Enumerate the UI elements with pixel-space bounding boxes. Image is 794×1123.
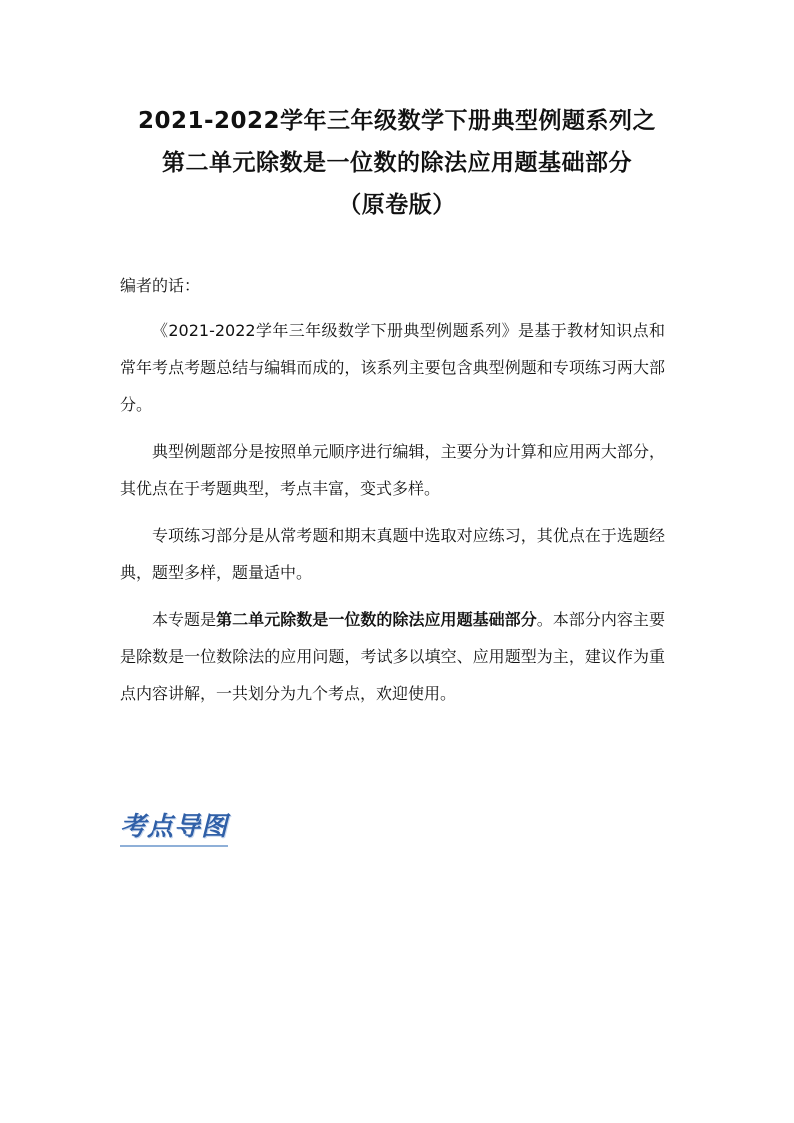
title-line-1: 2021-2022学年三年级数学下册典型例题系列之 [137,108,657,134]
intro-paragraph-1: 《2021-2022学年三年级数学下册典型例题系列》是基于教材知识点和常年考点考题总结与编辑而成的，该系列主要包含典型例题和专项练习两大部分。 [120,321,665,414]
p4-prefix: 本专题是 [152,610,217,629]
p4-bold-topic: 第二单元除数是一位数的除法应用题基础部分 [216,610,537,629]
title-line-2: 第二单元除数是一位数的除法应用题基础部分 [162,150,632,176]
editor-note-label: 编者的话： [120,276,201,295]
intro-paragraph-4 [120,601,665,712]
title-line-3: （原卷版） [338,192,456,218]
section-heading-mindmap: 考点导图 [120,806,228,847]
intro-paragraph-3: 专项练习部分是从常考题和期末真题中选取对应练习，其优点在于选题经典，题型多样，题量适中。 [120,526,665,582]
p4-suffix: 。本部分内容主要是除数是一位数除法的应用问题，考试多以填空、应用题型为主，建议作为重点内容讲解，一共划分为九个考点，欢迎使用。 [120,610,665,703]
intro-paragraph-2: 典型例题部分是按照单元顺序进行编辑，主要分为计算和应用两大部分，其优点在于考题典型，考点丰富，变式多样。 [120,442,665,498]
